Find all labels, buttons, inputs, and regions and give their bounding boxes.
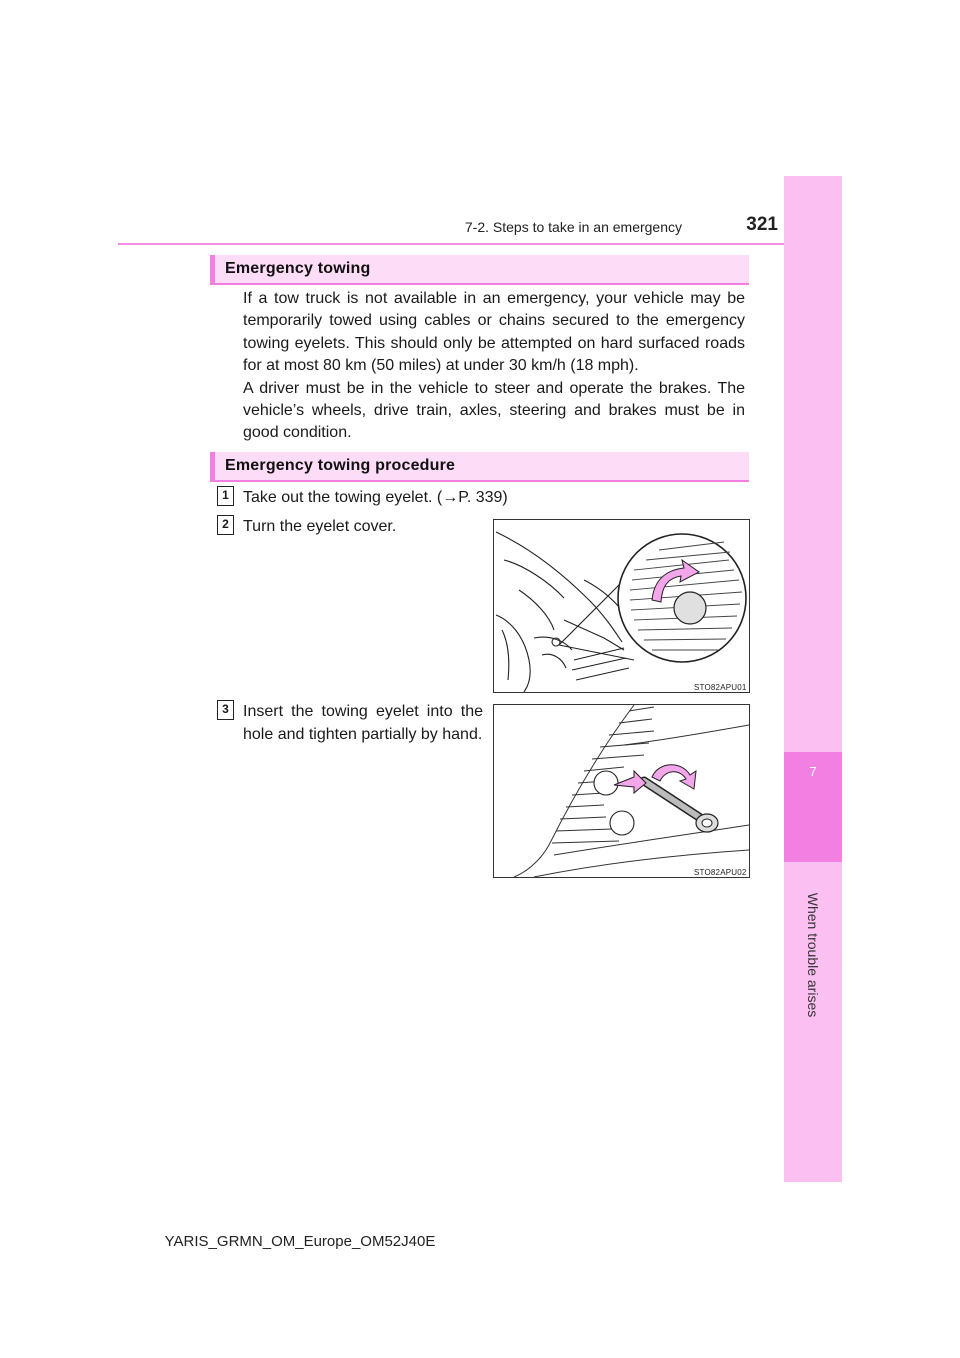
step-text: Insert the towing eyelet into the hole and tighten partially by hand. (243, 703, 483, 743)
section-heading-text: Emergency towing (225, 260, 371, 277)
body-paragraph: A driver must be in the vehicle to steer and operate the brakes. The vehicle’s wheels, drive train, axles, steering and brakes must be in good condition. (243, 379, 745, 442)
step-text: Turn the eyelet cover. (243, 518, 397, 535)
figure-turn-eyelet-cover (493, 519, 750, 693)
section-heading-emergency-towing (210, 255, 749, 283)
section-heading-rule (210, 480, 749, 482)
section-heading-towing-procedure (210, 452, 749, 480)
chapter-number: 7 (809, 764, 817, 779)
body-paragraph: If a tow truck is not available in an emergency, your vehicle may be temporarily towed using cables or chains secured to the emergency towing eyelets. This should only be attempted on hard surfaced roads for at most 80 km (50 miles) at under 30 km/h (18 mph). (243, 290, 745, 375)
running-header: 7-2. Steps to take in an emergency (464, 219, 682, 235)
page-number: 321 (746, 214, 778, 235)
section-heading-rule (210, 283, 749, 285)
step-number-badge: 1 (217, 486, 234, 506)
eyelet-cover-illustration (494, 520, 749, 692)
figure-code: STO82APU01 (694, 683, 747, 692)
figure-code: STO82APU02 (694, 868, 747, 877)
section-heading-text: Emergency towing procedure (225, 457, 456, 474)
document-code: YARIS_GRMN_OM_Europe_OM52J40E (164, 1233, 436, 1250)
chapter-title: When trouble arises (805, 892, 821, 1018)
emergency-towing-body (243, 288, 745, 445)
towing-eyelet-illustration (494, 705, 749, 877)
step-number-badge: 2 (217, 515, 234, 535)
header-rule (118, 243, 842, 245)
chapter-side-tab (784, 176, 842, 1182)
figure-insert-towing-eyelet (493, 704, 750, 878)
step-text: Take out the towing eyelet. (→P. 339) (243, 489, 508, 506)
step-number-badge: 3 (217, 700, 234, 720)
